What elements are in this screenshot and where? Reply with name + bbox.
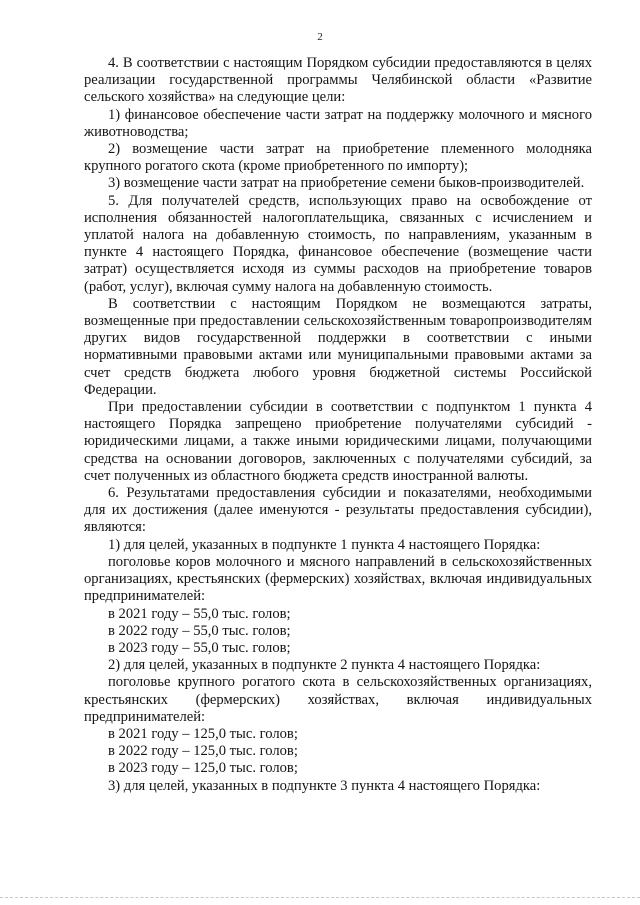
page-number: 2: [317, 31, 323, 43]
year-value: в 2021 году – 125,0 тыс. голов;: [108, 725, 298, 742]
paragraph: В соответствии с настоящим Порядком не возмещаются затраты, возмещенные при предоставлении сельскохозяйственным товаропроизводителям других видов государственной поддержки в соответствии с иными нормативными правовыми актами или муниципальными правовыми актами за счет средств бюджета любого уровня бюджетной системы Российской Федерации.: [84, 295, 592, 398]
list-item: 1) финансовое обеспечение части затрат на поддержку молочного и мясного животноводства;: [84, 106, 592, 140]
year-value: в 2023 году – 125,0 тыс. голов;: [108, 760, 298, 777]
list-item: 3) для целей, указанных в подпункте 3 пункта 4 настоящего Порядка:: [108, 777, 541, 794]
list-item: 2) возмещение части затрат на приобретение племенного молодняка крупного рогатого скота (кроме приобретенного по импорту);: [84, 141, 592, 175]
paragraph-4: 4. В соответствии с настоящим Порядком субсидии предоставляются в целях реализации государственной программы Челябинской области «Развитие сельского хозяйства» на следующие цели:: [84, 55, 592, 106]
paragraph-5: 5. Для получателей средств, использующих право на освобождение от исполнения обязанностей налогоплательщика, связанных с исчислением и уплатой налога на добавленную стоимость, по направлениям, указанным в пункте 4 настоящего Порядка, финансовое обеспечение (возмещение части затрат) осуществляется исходя из суммы расходов на приобретение товаров (работ, услуг), включая сумму налога на добавленную стоимость.: [84, 192, 592, 295]
year-value: в 2023 году – 55,0 тыс. голов;: [108, 639, 291, 656]
year-value: в 2022 году – 55,0 тыс. голов;: [108, 622, 291, 639]
page-bottom-edge: [0, 897, 640, 898]
paragraph: поголовье коров молочного и мясного направлений в сельскохозяйственных организациях, крестьянских (фермерских) хозяйствах, включая индивидуальных предпринимателей:: [84, 553, 592, 605]
document-body: [84, 55, 592, 795]
list-item: 1) для целей, указанных в подпункте 1 пункта 4 настоящего Порядка:: [108, 536, 541, 553]
list-item: 3) возмещение части затрат на приобретение семени быков-производителей.: [108, 175, 585, 192]
year-value: в 2021 году – 55,0 тыс. голов;: [108, 605, 291, 622]
paragraph: поголовье крупного рогатого скота в сельскохозяйственных организациях, крестьянских (фермерских) хозяйствах, включая индивидуальных предпринимателей:: [84, 674, 592, 725]
year-value: в 2022 году – 125,0 тыс. голов;: [108, 743, 298, 760]
paragraph: При предоставлении субсидии в соответствии с подпунктом 1 пункта 4 настоящего Порядка запрещено приобретение получателями субсидий - юридическими лицами, а также иными юридическими лицами, получающими средства на основании договоров, заключенных с получателями субсидий, за счет полученных из областного бюджета средств иностранной валюты.: [84, 399, 592, 484]
paragraph-6: 6. Результатами предоставления субсидии и показателями, необходимыми для их достижения (далее именуются - результаты предоставления субсидии), являются:: [84, 485, 592, 536]
list-item: 2) для целей, указанных в подпункте 2 пункта 4 настоящего Порядка:: [108, 657, 541, 674]
